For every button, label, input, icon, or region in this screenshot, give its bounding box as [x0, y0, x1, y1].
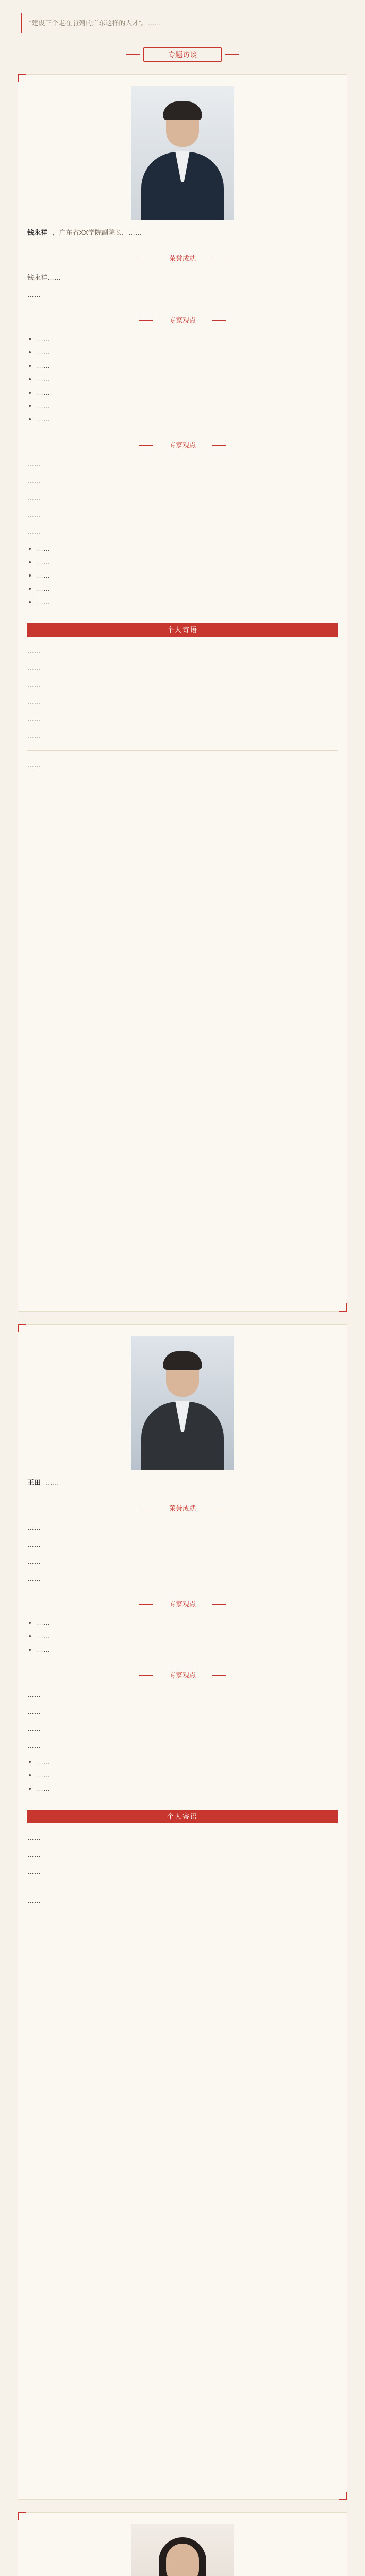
bullet-list [27, 1756, 338, 1794]
expert-profile [27, 1477, 338, 1488]
corner-decoration [339, 1303, 347, 1312]
section-heading: 专家观点 [154, 439, 211, 451]
expert-card [18, 2512, 347, 2576]
paragraph: …… [27, 732, 41, 740]
paragraph: …… [27, 1574, 41, 1582]
list-item: • …… [37, 414, 338, 425]
list-item: • …… [37, 400, 338, 412]
intro-text: “建设三个走在前列的广东这样的人才”。…… [21, 13, 344, 33]
paragraph: …… [27, 1834, 41, 1841]
expert-card [18, 1324, 347, 2500]
portrait-photo [131, 86, 234, 220]
section-heading: 专家观点 [154, 1670, 211, 1681]
paragraph: …… [27, 664, 41, 672]
list-item: • …… [37, 347, 338, 358]
list-item: • …… [37, 387, 338, 398]
portrait-photo [131, 1336, 234, 1470]
list-item: • …… [37, 597, 338, 608]
bullet-list [27, 1617, 338, 1655]
list-item: • …… [37, 570, 338, 581]
list-item: • …… [37, 374, 338, 385]
section-bar: 个人寄语 [27, 623, 338, 637]
paragraph: …… [27, 1557, 41, 1565]
section-heading: 荣誉成就 [154, 1503, 211, 1514]
paragraph: …… [27, 494, 41, 502]
expert-profile [27, 227, 338, 239]
list-item: • …… [37, 1644, 338, 1655]
paragraph: …… [27, 1868, 41, 1875]
topic-badge: 专题访谈 [143, 47, 222, 62]
portrait-wrap [27, 2524, 338, 2576]
portrait-wrap [27, 86, 338, 220]
paragraph: …… [27, 511, 41, 519]
paragraph: …… [27, 647, 41, 655]
list-item: • …… [37, 1783, 338, 1794]
paragraph: …… [27, 1741, 41, 1749]
list-item: • …… [37, 333, 338, 345]
paragraph: …… [27, 1724, 41, 1732]
list-item: • …… [37, 1756, 338, 1768]
section-heading: 荣誉成就 [154, 253, 211, 264]
list-item: • …… [37, 1617, 338, 1629]
portrait-wrap [27, 1336, 338, 1470]
paragraph: …… [27, 1851, 41, 1858]
expert-title: …… [45, 1479, 59, 1486]
closing-note: …… [27, 761, 41, 769]
closing-note: …… [27, 1896, 41, 1904]
paragraph: …… [27, 698, 41, 706]
section-heading: 专家观点 [154, 1599, 211, 1610]
corner-decoration [18, 2512, 26, 2520]
paragraph: …… [27, 1540, 41, 1548]
paragraph: …… [27, 715, 41, 723]
list-item: • …… [37, 556, 338, 568]
paragraph: …… [27, 681, 41, 689]
expert-name: 钱永祥 [27, 229, 48, 236]
bullet-list [27, 543, 338, 608]
paragraph: 钱永祥…… [27, 274, 61, 281]
corner-decoration [339, 2492, 347, 2500]
expert-title: ，广东省XX学院副院长，…… [52, 229, 142, 236]
bullet-list [27, 333, 338, 425]
section-bar: 个人寄语 [27, 1810, 338, 1823]
paragraph: …… [27, 477, 41, 485]
portrait-photo [131, 2524, 234, 2576]
paragraph: …… [27, 528, 41, 536]
paragraph: …… [27, 1707, 41, 1715]
corner-decoration [18, 74, 26, 82]
paragraph: …… [27, 1690, 41, 1698]
list-item: • …… [37, 1631, 338, 1642]
page [0, 13, 365, 2576]
list-item: • …… [37, 1770, 338, 1781]
expert-card [18, 74, 347, 1312]
paragraph: …… [27, 291, 41, 298]
paragraph: …… [27, 1523, 41, 1531]
divider [27, 750, 338, 751]
list-item: • …… [37, 543, 338, 554]
list-item: • …… [37, 583, 338, 595]
section-heading: 专家观点 [154, 315, 211, 326]
corner-decoration [18, 1324, 26, 1332]
list-item: • …… [37, 360, 338, 371]
paragraph: …… [27, 460, 41, 468]
expert-name: 王田 [27, 1479, 41, 1486]
